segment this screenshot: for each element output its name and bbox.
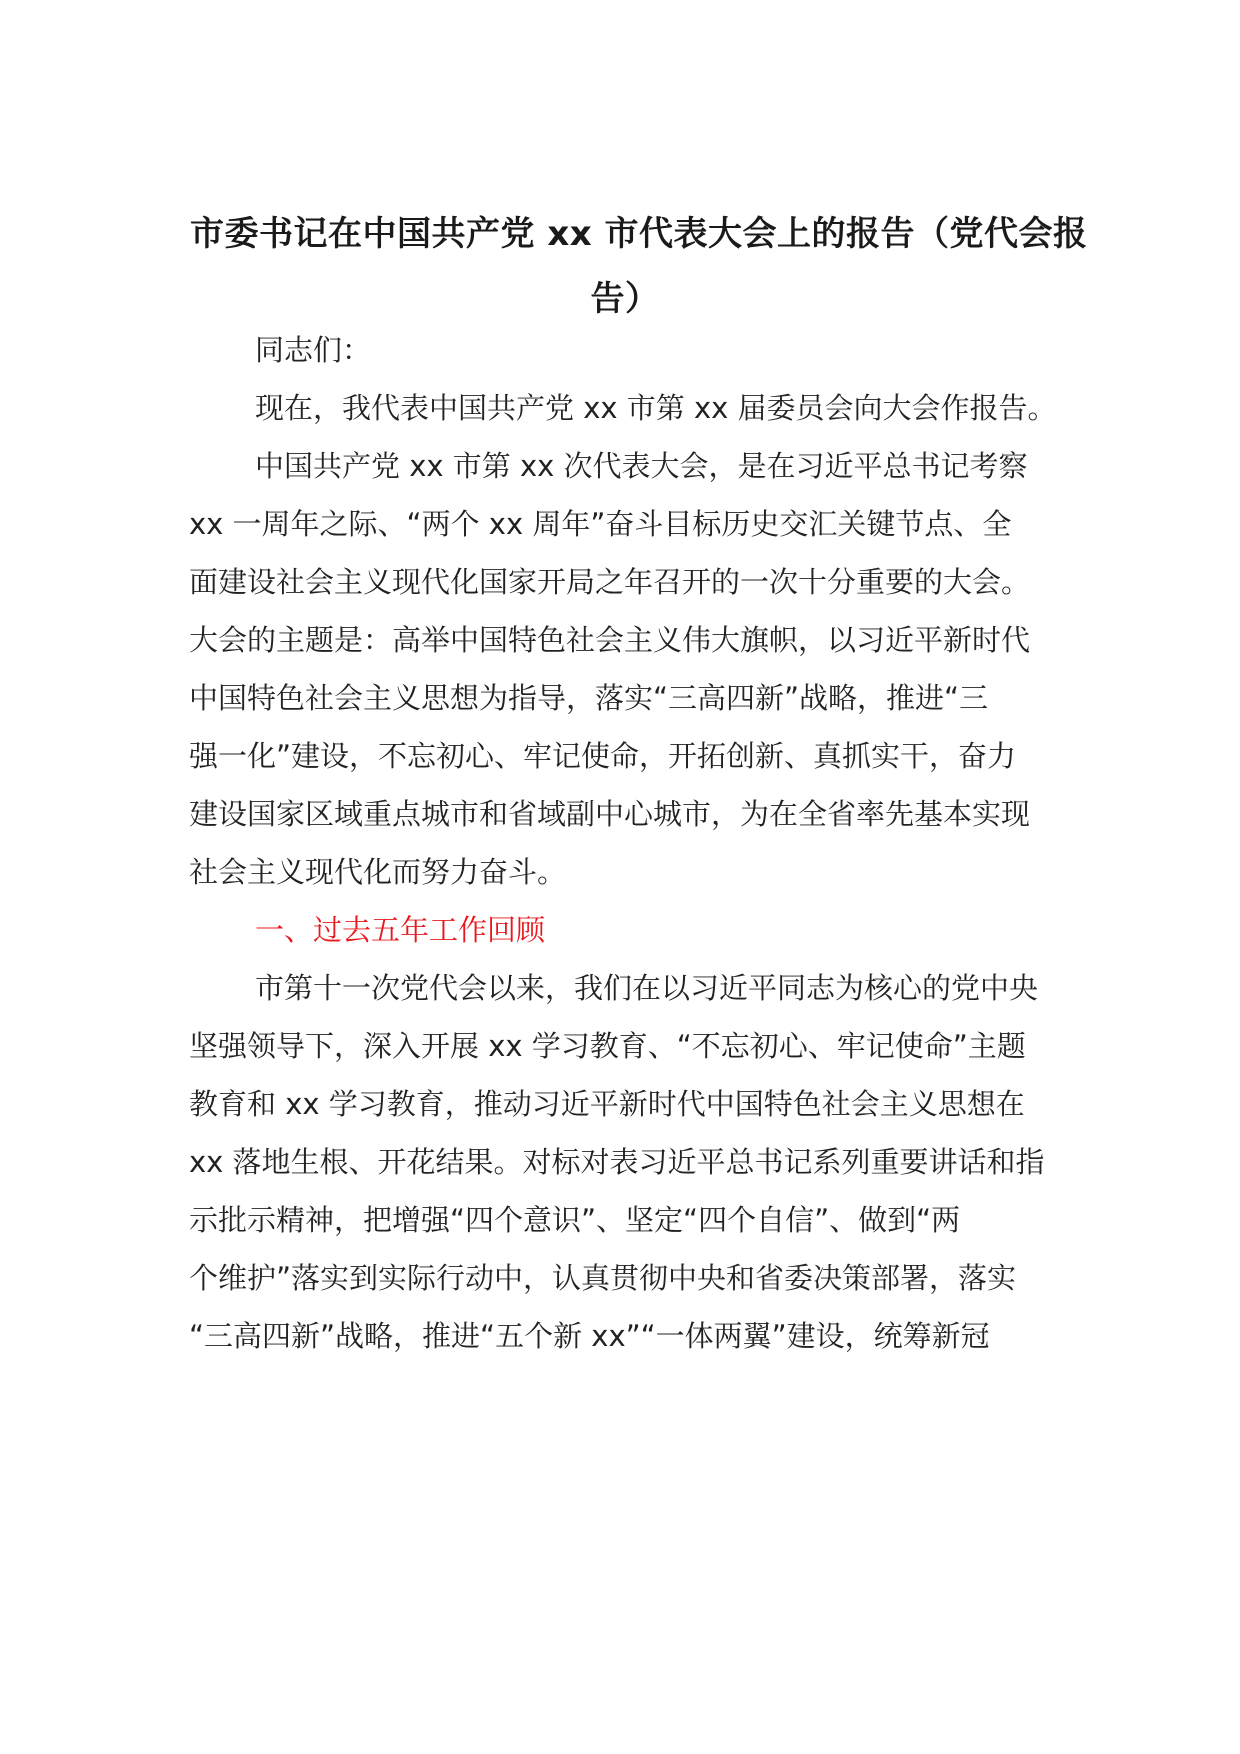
paragraph-line: 中国共产党 xx 市第 xx 次代表大会，是在习近平总书记考察: [255, 449, 1028, 483]
paragraph-line: 市第十一次党代会以来，我们在以习近平同志为核心的党中央: [255, 971, 1039, 1005]
paragraph-line: xx 一周年之际、“两个 xx 周年”奋斗目标历史交汇关键节点、全: [189, 507, 1012, 541]
paragraph-line: 坚强领导下，深入开展 xx 学习教育、“不忘初心、牢记使命”主题: [189, 1029, 1026, 1063]
paragraph-line: 教育和 xx 学习教育，推动习近平新时代中国特色社会主义思想在: [189, 1087, 1025, 1121]
paragraph-line: xx 落地生根、开花结果。对标对表习近平总书记系列重要讲话和指: [189, 1145, 1045, 1179]
greeting-paragraph: [189, 318, 1059, 383]
document-title: [190, 202, 1088, 332]
review-paragraph: [189, 956, 1059, 1362]
paragraph-line: “三高四新”战略，推进“五个新 xx”“一体两翼”建设，统筹新冠: [189, 1319, 990, 1353]
paragraph-line: 面建设社会主义现代化国家开局之年召开的一次十分重要的大会。: [189, 565, 1031, 599]
paragraph-line: 个维护”落实到实际行动中，认真贯彻中央和省委决策部署，落实: [189, 1261, 1017, 1295]
opening-paragraph: [189, 376, 1059, 441]
title-line-1: 市委书记在中国共产党 xx 市代表大会上的报告（党代会报: [190, 214, 1088, 254]
paragraph-line: 中国特色社会主义思想为指导，落实“三高四新”战略，推进“三: [189, 681, 989, 715]
paragraph-line: 建设国家区域重点城市和省域副中心城市，为在全省率先基本实现: [189, 797, 1031, 831]
title-line-2: 告）: [590, 279, 660, 319]
paragraph-line: 大会的主题是：高举中国特色社会主义伟大旗帜，以习近平新时代: [189, 623, 1031, 657]
heading-line: 一、过去五年工作回顾: [255, 913, 546, 947]
paragraph-line: 社会主义现代化而努力奋斗。: [189, 855, 567, 889]
paragraph-line: 同志们：: [255, 333, 372, 367]
paragraph-line: 示批示精神，把增强“四个意识”、坚定“四个自信”、做到“两: [189, 1203, 961, 1237]
paragraph-line: 强一化”建设，不忘初心、牢记使命，开拓创新、真抓实干，奋力: [189, 739, 1017, 773]
section-heading: [189, 898, 1059, 963]
theme-paragraph: [189, 434, 1059, 898]
paragraph-line: 现在，我代表中国共产党 xx 市第 xx 届委员会向大会作报告。: [255, 391, 1057, 425]
